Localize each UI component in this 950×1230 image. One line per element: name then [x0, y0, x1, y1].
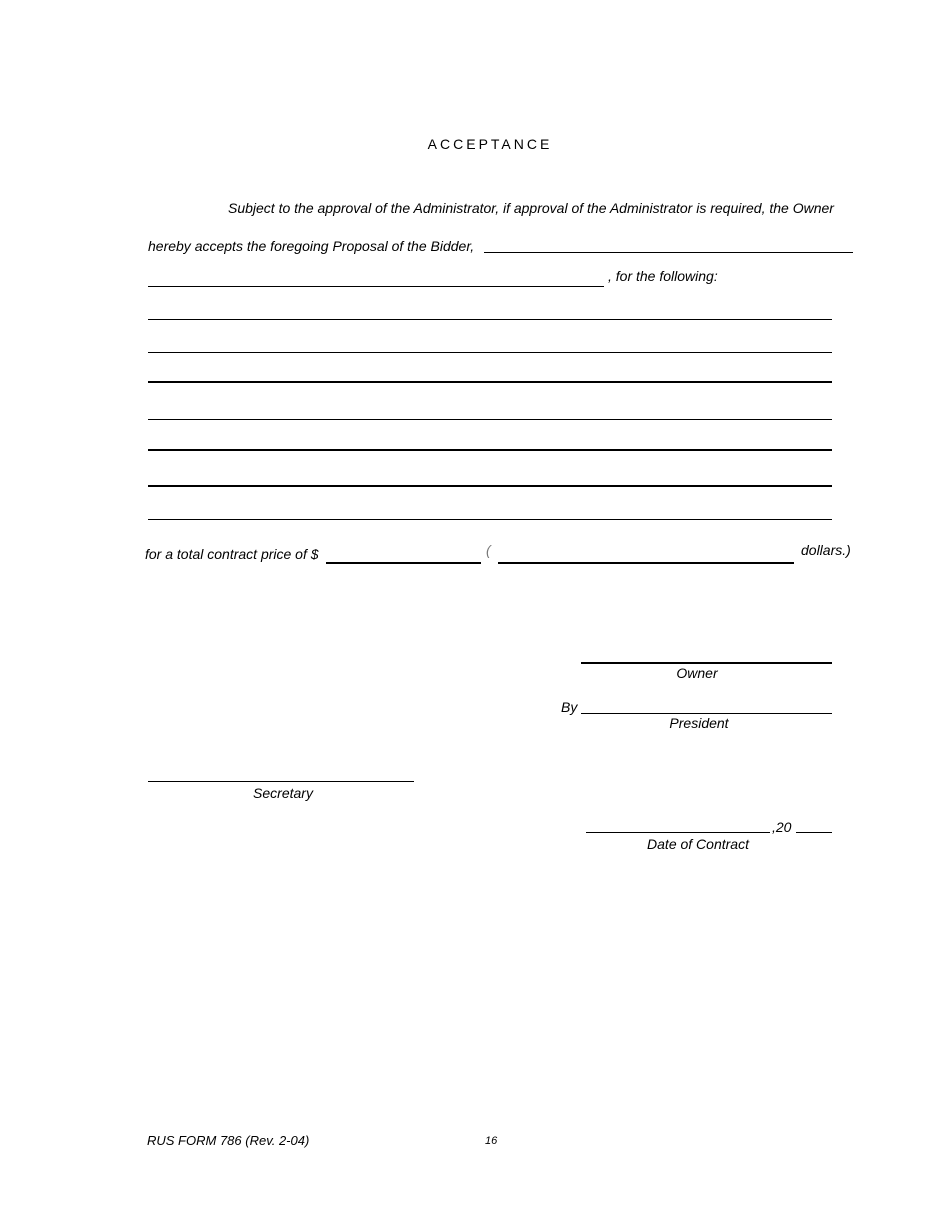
work-description-line[interactable] [148, 485, 832, 487]
price-words-line[interactable] [498, 562, 794, 564]
page-number: 16 [485, 1135, 498, 1147]
year-prefix-text: ,20 [772, 819, 792, 835]
dollars-suffix-text: dollars.) [801, 542, 851, 558]
secretary-label: Secretary [253, 785, 313, 801]
intro-line-2: hereby accepts the foregoing Proposal of the Bidder, [148, 238, 475, 254]
owner-label: Owner [676, 665, 718, 681]
bidder-name-line[interactable] [484, 252, 853, 253]
work-description-line[interactable] [148, 419, 832, 420]
secretary-signature-line[interactable] [148, 781, 414, 782]
price-amount-line[interactable] [326, 562, 481, 564]
president-signature-line[interactable] [581, 713, 832, 714]
paren-open-text: ( [486, 542, 491, 558]
year-line[interactable] [796, 832, 832, 833]
for-following-text: , for the following: [608, 268, 718, 284]
date-line[interactable] [586, 832, 770, 833]
work-description-line[interactable] [148, 449, 832, 451]
date-of-contract-label: Date of Contract [647, 836, 749, 852]
work-description-line[interactable] [148, 381, 832, 383]
by-label: By [561, 699, 578, 715]
owner-signature-line[interactable] [581, 662, 832, 664]
president-label: President [669, 715, 729, 731]
form-id: RUS FORM 786 (Rev. 2-04) [147, 1133, 310, 1148]
work-description-line[interactable] [148, 352, 832, 353]
price-prefix-text: for a total contract price of $ [145, 546, 319, 562]
work-description-line[interactable] [148, 519, 832, 520]
intro-line-1: Subject to the approval of the Administrator, if approval of the Administrator is required, the Owner [228, 200, 834, 216]
work-description-line[interactable] [148, 319, 832, 320]
bidder-name-line-2[interactable] [148, 286, 604, 287]
page-title: ACCEPTANCE [427, 136, 553, 152]
